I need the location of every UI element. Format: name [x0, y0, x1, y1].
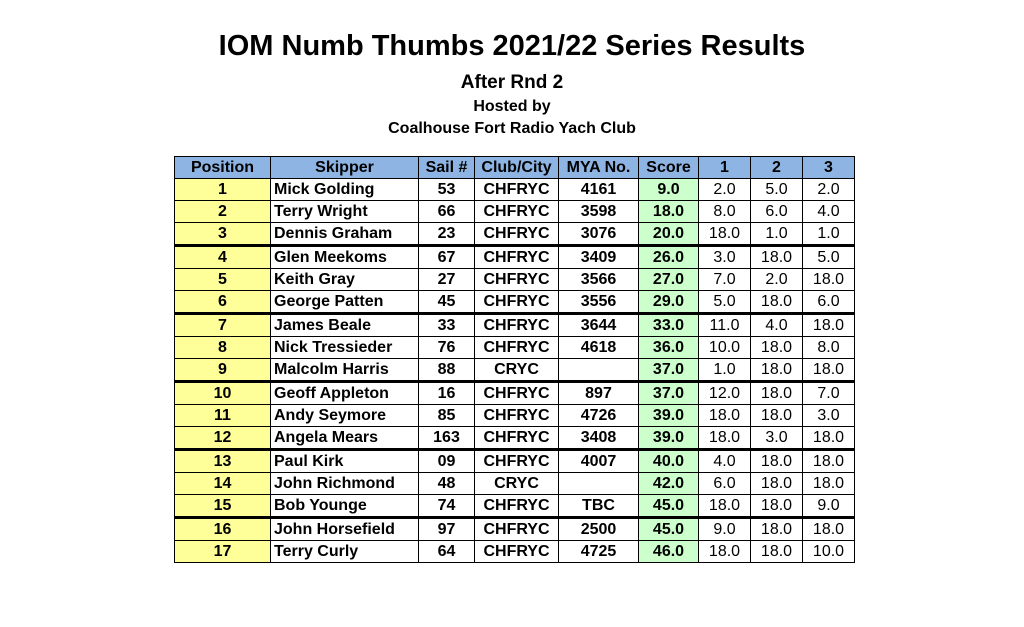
hosted-by-label: Hosted by [473, 98, 551, 115]
cell-race-3: 18.0 [803, 427, 855, 450]
cell-race-2: 18.0 [751, 246, 803, 269]
cell-skipper: Mick Golding [271, 179, 419, 201]
cell-score: 33.0 [639, 314, 699, 337]
table-row [175, 427, 855, 450]
cell-race-1: 10.0 [699, 337, 751, 359]
cell-race-2: 18.0 [751, 337, 803, 359]
cell-skipper: Terry Curly [271, 541, 419, 563]
cell-club: CHFRYC [475, 337, 559, 359]
cell-skipper: Nick Tressieder [271, 337, 419, 359]
cell-mya-number: 3566 [559, 269, 639, 291]
cell-race-1: 18.0 [699, 427, 751, 450]
table-header-row [175, 157, 855, 179]
cell-score: 39.0 [639, 427, 699, 450]
cell-score: 20.0 [639, 223, 699, 246]
cell-race-3: 1.0 [803, 223, 855, 246]
cell-race-1: 7.0 [699, 269, 751, 291]
column-header-position: Position [175, 157, 271, 179]
column-header-race-2: 2 [751, 157, 803, 179]
cell-race-2: 6.0 [751, 201, 803, 223]
cell-skipper: Geoff Appleton [271, 382, 419, 405]
cell-score: 37.0 [639, 382, 699, 405]
cell-position: 17 [175, 541, 271, 563]
cell-club: CHFRYC [475, 246, 559, 269]
cell-club: CHFRYC [475, 495, 559, 518]
cell-race-1: 12.0 [699, 382, 751, 405]
cell-score: 9.0 [639, 179, 699, 201]
cell-position: 16 [175, 518, 271, 541]
table-row [175, 541, 855, 563]
cell-sail-number: 64 [419, 541, 475, 563]
cell-score: 29.0 [639, 291, 699, 314]
cell-score: 45.0 [639, 495, 699, 518]
cell-race-2: 18.0 [751, 359, 803, 382]
cell-club: CHFRYC [475, 201, 559, 223]
cell-skipper: James Beale [271, 314, 419, 337]
cell-club: CHFRYC [475, 518, 559, 541]
cell-position: 14 [175, 473, 271, 495]
cell-race-3: 6.0 [803, 291, 855, 314]
cell-sail-number: 33 [419, 314, 475, 337]
table-row [175, 246, 855, 269]
cell-sail-number: 97 [419, 518, 475, 541]
cell-race-3: 18.0 [803, 473, 855, 495]
cell-skipper: Dennis Graham [271, 223, 419, 246]
column-header-sail: Sail # [419, 157, 475, 179]
cell-position: 13 [175, 450, 271, 473]
table-row [175, 201, 855, 223]
cell-race-3: 8.0 [803, 337, 855, 359]
cell-race-3: 18.0 [803, 314, 855, 337]
cell-race-2: 18.0 [751, 291, 803, 314]
cell-race-2: 4.0 [751, 314, 803, 337]
cell-sail-number: 23 [419, 223, 475, 246]
results-table [174, 156, 855, 563]
page-title: IOM Numb Thumbs 2021/22 Series Results [218, 30, 806, 62]
cell-mya-number: 3644 [559, 314, 639, 337]
table-row [175, 291, 855, 314]
table-row [175, 495, 855, 518]
cell-mya-number: 4007 [559, 450, 639, 473]
cell-race-1: 6.0 [699, 473, 751, 495]
cell-race-1: 11.0 [699, 314, 751, 337]
cell-club: CHFRYC [475, 269, 559, 291]
cell-position: 9 [175, 359, 271, 382]
table-row [175, 337, 855, 359]
cell-race-3: 18.0 [803, 359, 855, 382]
table-row [175, 359, 855, 382]
column-header-race-1: 1 [699, 157, 751, 179]
table-row [175, 473, 855, 495]
cell-skipper: Terry Wright [271, 201, 419, 223]
cell-race-2: 5.0 [751, 179, 803, 201]
cell-skipper: Bob Younge [271, 495, 419, 518]
cell-mya-number: 4726 [559, 405, 639, 427]
cell-mya-number: 3076 [559, 223, 639, 246]
cell-race-1: 4.0 [699, 450, 751, 473]
cell-score: 39.0 [639, 405, 699, 427]
cell-position: 3 [175, 223, 271, 246]
cell-race-3: 9.0 [803, 495, 855, 518]
cell-score: 37.0 [639, 359, 699, 382]
cell-club: CRYC [475, 359, 559, 382]
table-row [175, 314, 855, 337]
cell-mya-number [559, 359, 639, 382]
cell-club: CHFRYC [475, 405, 559, 427]
cell-score: 45.0 [639, 518, 699, 541]
cell-score: 40.0 [639, 450, 699, 473]
cell-club: CHFRYC [475, 427, 559, 450]
table-row [175, 450, 855, 473]
cell-position: 5 [175, 269, 271, 291]
cell-club: CHFRYC [475, 291, 559, 314]
cell-position: 1 [175, 179, 271, 201]
cell-club: CHFRYC [475, 223, 559, 246]
cell-race-3: 10.0 [803, 541, 855, 563]
cell-sail-number: 53 [419, 179, 475, 201]
cell-race-2: 1.0 [751, 223, 803, 246]
cell-race-2: 18.0 [751, 450, 803, 473]
cell-race-2: 18.0 [751, 382, 803, 405]
cell-position: 12 [175, 427, 271, 450]
cell-race-1: 18.0 [699, 541, 751, 563]
cell-sail-number: 67 [419, 246, 475, 269]
cell-race-1: 1.0 [699, 359, 751, 382]
column-header-score: Score [639, 157, 699, 179]
cell-race-2: 18.0 [751, 405, 803, 427]
cell-mya-number: 4161 [559, 179, 639, 201]
column-header-skipper: Skipper [271, 157, 419, 179]
cell-mya-number: 3408 [559, 427, 639, 450]
cell-skipper: Keith Gray [271, 269, 419, 291]
cell-club: CHFRYC [475, 382, 559, 405]
cell-sail-number: 163 [419, 427, 475, 450]
page-subtitle: After Rnd 2 [460, 72, 564, 93]
cell-race-1: 8.0 [699, 201, 751, 223]
results-body [175, 179, 855, 563]
cell-position: 2 [175, 201, 271, 223]
cell-race-3: 4.0 [803, 201, 855, 223]
cell-club: CHFRYC [475, 179, 559, 201]
cell-position: 7 [175, 314, 271, 337]
cell-race-3: 18.0 [803, 269, 855, 291]
cell-race-2: 18.0 [751, 495, 803, 518]
cell-skipper: John Richmond [271, 473, 419, 495]
cell-club: CRYC [475, 473, 559, 495]
cell-mya-number: 3409 [559, 246, 639, 269]
cell-sail-number: 48 [419, 473, 475, 495]
cell-race-3: 18.0 [803, 450, 855, 473]
host-club-name: Coalhouse Fort Radio Yach Club [388, 120, 636, 137]
cell-position: 4 [175, 246, 271, 269]
table-row [175, 518, 855, 541]
cell-sail-number: 76 [419, 337, 475, 359]
column-header-mya: MYA No. [559, 157, 639, 179]
table-row [175, 223, 855, 246]
cell-skipper: Malcolm Harris [271, 359, 419, 382]
cell-race-3: 5.0 [803, 246, 855, 269]
cell-race-1: 18.0 [699, 405, 751, 427]
column-header-club: Club/City [475, 157, 559, 179]
cell-mya-number: 2500 [559, 518, 639, 541]
cell-skipper: Angela Mears [271, 427, 419, 450]
cell-mya-number: 897 [559, 382, 639, 405]
cell-mya-number: 4725 [559, 541, 639, 563]
cell-race-1: 5.0 [699, 291, 751, 314]
cell-position: 15 [175, 495, 271, 518]
cell-position: 10 [175, 382, 271, 405]
cell-race-1: 18.0 [699, 223, 751, 246]
cell-race-3: 2.0 [803, 179, 855, 201]
cell-skipper: Glen Meekoms [271, 246, 419, 269]
cell-race-2: 2.0 [751, 269, 803, 291]
cell-sail-number: 66 [419, 201, 475, 223]
cell-club: CHFRYC [475, 314, 559, 337]
cell-score: 42.0 [639, 473, 699, 495]
cell-skipper: Andy Seymore [271, 405, 419, 427]
cell-race-3: 18.0 [803, 518, 855, 541]
cell-score: 46.0 [639, 541, 699, 563]
cell-mya-number: 3598 [559, 201, 639, 223]
cell-position: 6 [175, 291, 271, 314]
table-row [175, 405, 855, 427]
cell-race-2: 3.0 [751, 427, 803, 450]
column-header-race-3: 3 [803, 157, 855, 179]
cell-skipper: Paul Kirk [271, 450, 419, 473]
cell-score: 26.0 [639, 246, 699, 269]
cell-club: CHFRYC [475, 450, 559, 473]
cell-mya-number [559, 473, 639, 495]
table-row [175, 179, 855, 201]
cell-race-3: 7.0 [803, 382, 855, 405]
cell-sail-number: 16 [419, 382, 475, 405]
cell-mya-number: 4618 [559, 337, 639, 359]
cell-sail-number: 45 [419, 291, 475, 314]
cell-race-1: 2.0 [699, 179, 751, 201]
cell-position: 8 [175, 337, 271, 359]
cell-sail-number: 88 [419, 359, 475, 382]
cell-race-2: 18.0 [751, 541, 803, 563]
cell-race-1: 18.0 [699, 495, 751, 518]
cell-race-3: 3.0 [803, 405, 855, 427]
cell-club: CHFRYC [475, 541, 559, 563]
cell-skipper: George Patten [271, 291, 419, 314]
cell-sail-number: 74 [419, 495, 475, 518]
cell-mya-number: 3556 [559, 291, 639, 314]
cell-sail-number: 09 [419, 450, 475, 473]
cell-race-2: 18.0 [751, 518, 803, 541]
cell-race-1: 3.0 [699, 246, 751, 269]
cell-position: 11 [175, 405, 271, 427]
cell-race-1: 9.0 [699, 518, 751, 541]
table-row [175, 382, 855, 405]
cell-sail-number: 27 [419, 269, 475, 291]
table-row [175, 269, 855, 291]
cell-score: 18.0 [639, 201, 699, 223]
cell-score: 36.0 [639, 337, 699, 359]
cell-mya-number: TBC [559, 495, 639, 518]
cell-sail-number: 85 [419, 405, 475, 427]
cell-skipper: John Horsefield [271, 518, 419, 541]
cell-race-2: 18.0 [751, 473, 803, 495]
cell-score: 27.0 [639, 269, 699, 291]
